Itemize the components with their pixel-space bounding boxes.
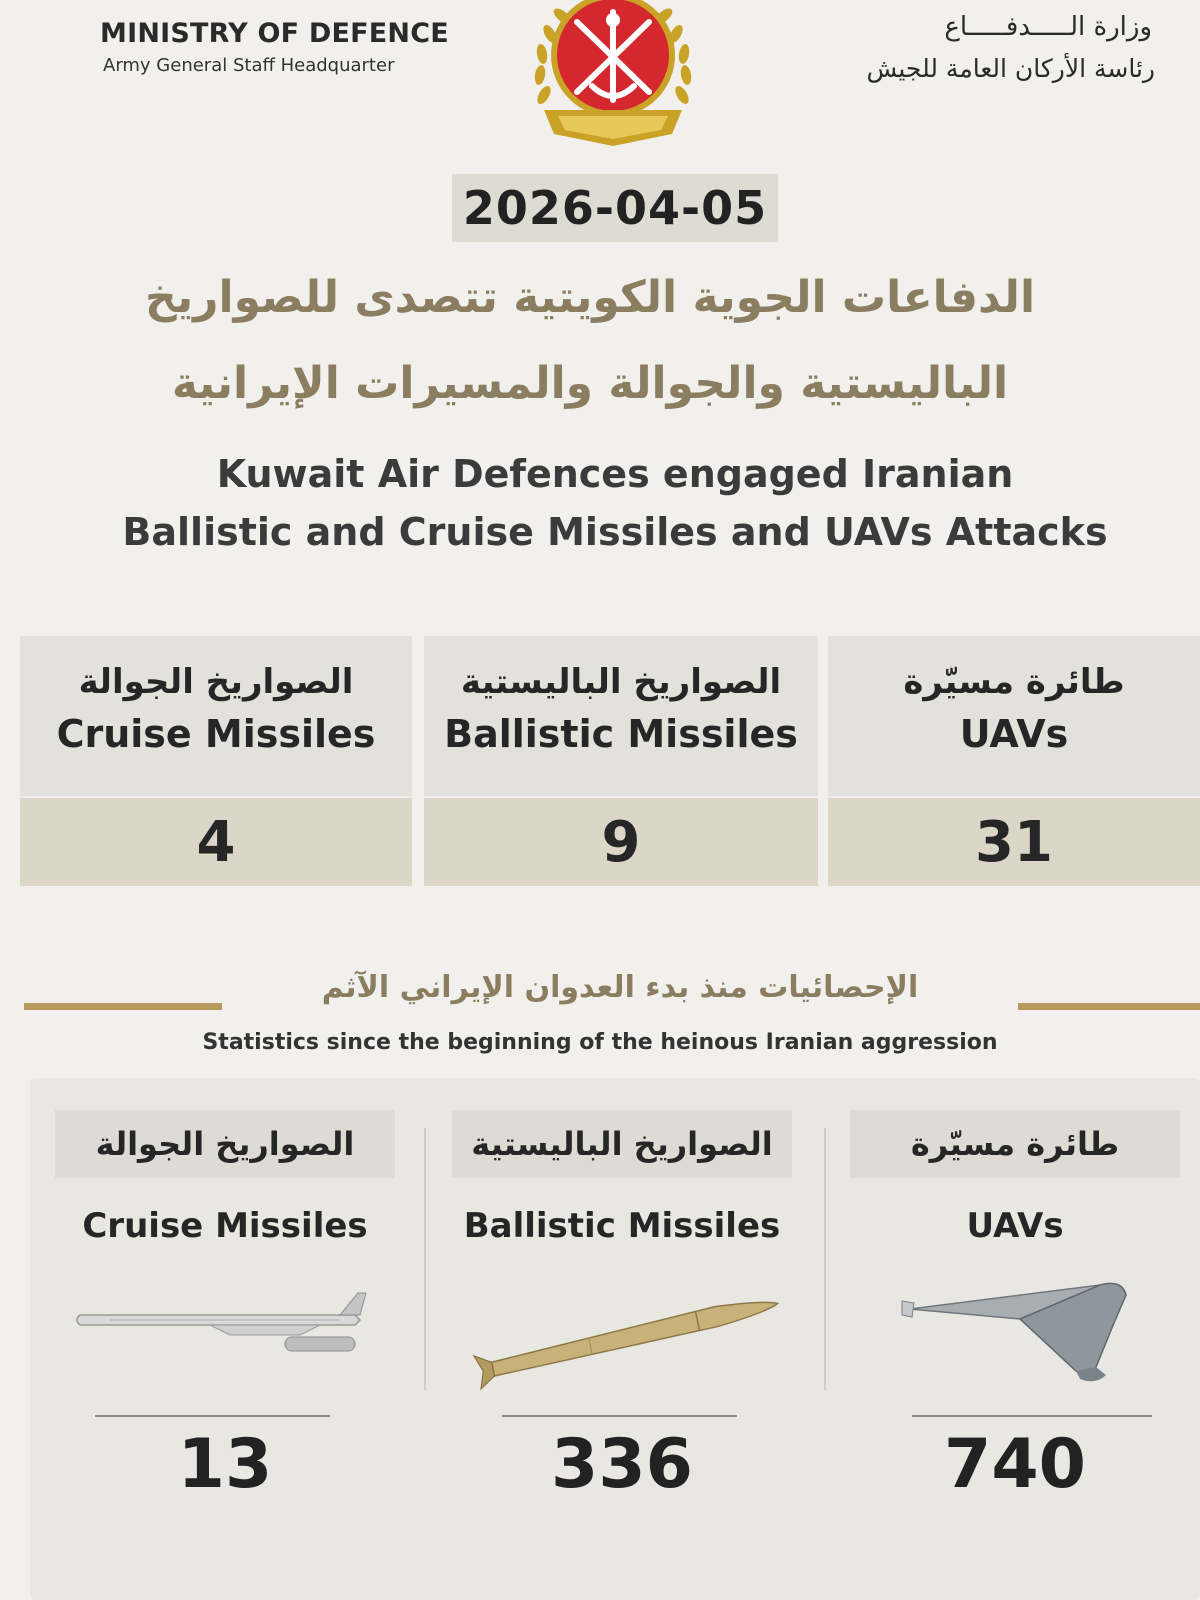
stats-ballistic-label-en: Ballistic Missiles bbox=[463, 1206, 781, 1246]
stats-uav-value: 740 bbox=[944, 1425, 1086, 1504]
stats-ballistic-label-ar: الصواريخ الباليستية bbox=[452, 1110, 792, 1178]
title-en-line-1: Kuwait Air Defences engaged Iranian bbox=[216, 452, 1014, 496]
ministry-emblem-icon bbox=[522, 0, 704, 150]
uav-drone-icon bbox=[900, 1275, 1140, 1395]
stats-column-divider bbox=[424, 1128, 426, 1390]
cruise-missile-icon bbox=[70, 1285, 380, 1395]
ministry-name-ar: وزارة الـــــدفـــــاع bbox=[944, 12, 1152, 42]
daily-uav-card bbox=[828, 636, 1200, 886]
hq-name-en: Army General Staff Headquarter bbox=[103, 55, 395, 76]
ministry-name-en: MINISTRY OF DEFENCE bbox=[100, 18, 449, 49]
daily-uav-label-ar: طائرة مسيّرة bbox=[903, 662, 1125, 702]
stats-divider-right bbox=[1018, 1003, 1200, 1010]
stats-divider-left bbox=[24, 1003, 222, 1010]
stats-uav-label-ar: طائرة مسيّرة bbox=[850, 1110, 1180, 1178]
daily-cruise-card bbox=[20, 636, 412, 886]
stats-cruise-label-en: Cruise Missiles bbox=[82, 1206, 368, 1246]
title-ar-line-2: الباليستية والجوالة والمسيرات الإيرانية bbox=[171, 358, 1009, 409]
daily-cruise-label-en: Cruise Missiles bbox=[56, 712, 376, 756]
stats-heading-ar: الإحصائيات منذ بدء العدوان الإيراني الآثم bbox=[321, 970, 919, 1005]
ballistic-missile-icon bbox=[470, 1285, 790, 1395]
daily-ballistic-label-en: Ballistic Missiles bbox=[444, 712, 798, 756]
daily-uav-label-en: UAVs bbox=[959, 712, 1069, 756]
title-en-line-2: Ballistic and Cruise Missiles and UAVs Attacks bbox=[122, 510, 1108, 554]
daily-cruise-label-ar: الصواريخ الجوالة bbox=[78, 662, 354, 702]
daily-uav-value: 31 bbox=[828, 798, 1200, 886]
daily-cruise-value: 4 bbox=[20, 798, 412, 886]
daily-ballistic-label-ar: الصواريخ الباليستية bbox=[460, 662, 782, 702]
stats-ballistic-value: 336 bbox=[551, 1425, 693, 1504]
stats-column-divider bbox=[824, 1128, 826, 1390]
daily-ballistic-value: 9 bbox=[424, 798, 818, 886]
stats-ballistic-rule bbox=[502, 1415, 737, 1417]
daily-ballistic-card bbox=[424, 636, 818, 886]
stats-uav-label-en: UAVs bbox=[966, 1206, 1064, 1246]
stats-cruise-rule bbox=[95, 1415, 330, 1417]
stats-heading-en: Statistics since the beginning of the heinous Iranian aggression bbox=[202, 1030, 998, 1055]
report-date: 2026-04-05 bbox=[452, 174, 778, 242]
title-ar-line-1: الدفاعات الجوية الكويتية تتصدى للصواريخ bbox=[144, 272, 1036, 323]
stats-cruise-label-ar: الصواريخ الجوالة bbox=[55, 1110, 395, 1178]
stats-uav-rule bbox=[912, 1415, 1152, 1417]
stats-cruise-value: 13 bbox=[177, 1425, 273, 1504]
hq-name-ar: رئاسة الأركان العامة للجيش bbox=[866, 54, 1155, 83]
